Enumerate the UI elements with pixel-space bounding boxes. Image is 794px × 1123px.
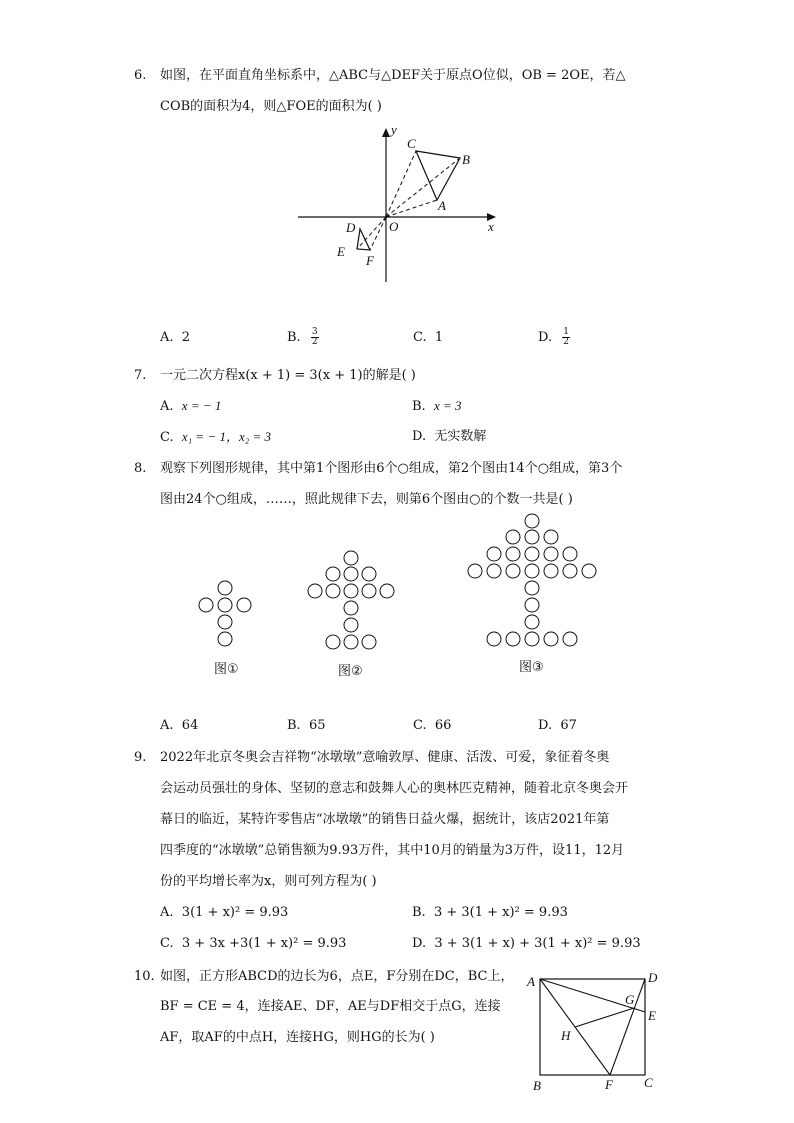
q7-option-b[interactable]: B. x = 3 <box>412 398 462 414</box>
q8-option-c[interactable]: C. 66 <box>413 718 452 733</box>
q6-stem-line1: 如图，在平面直角坐标系中，△ABC与△DEF关于原点O位似，OB = 2OE，若△ <box>160 68 626 83</box>
q9-stem-line5: 份的平均增长率为x，则可列方程为( ) <box>160 874 377 889</box>
q6-label-F: F <box>366 253 374 268</box>
q7-option-a[interactable]: A. x = − 1 <box>160 398 222 414</box>
q8-caption-3: 图③ <box>519 660 544 675</box>
q9-stem-line1: 2022年北京冬奥会吉祥物“冰墩墩”意喻敦厚、健康、活泼、可爱，象征着冬奥 <box>160 750 610 765</box>
q7-stem: 一元二次方程x(x + 1) = 3(x + 1)的解是( ) <box>160 368 416 383</box>
q6-number: 6. <box>134 68 147 83</box>
q6-option-c[interactable]: C. 1 <box>413 330 444 345</box>
q6-label-A: A <box>438 198 446 213</box>
q6-option-a[interactable]: A. 2 <box>160 330 191 345</box>
q7-option-d[interactable]: D. 无实数解 <box>412 429 487 444</box>
q10-stem-line1: 如图，正方形ABCD的边长为6，点E，F分别在DC，BC上， <box>160 969 514 984</box>
q10-stem-line2: BF = CE = 4，连接AE、DF，AE与DF相交于点G，连接 <box>160 999 501 1014</box>
q8-stem-line2: 图由24个○组成，……，照此规律下去，则第6个图由○的个数一共是( ) <box>160 492 573 507</box>
q10-stem-line3: AF，取AF的中点H，连接HG，则HG的长为( ) <box>160 1030 435 1045</box>
q6-label-D: D <box>346 220 356 235</box>
q8-option-d[interactable]: D. 67 <box>538 718 577 733</box>
q7-option-c[interactable]: C. x₁ = − 1，x₂ = 3 <box>160 429 272 445</box>
q8-caption-1: 图① <box>214 662 239 677</box>
q7-number: 7. <box>134 368 147 383</box>
q8-number: 8. <box>134 461 147 476</box>
q6-label-x: x <box>488 219 494 234</box>
q9-option-b[interactable]: B. 3 + 3(1 + x)² = 9.93 <box>412 905 568 920</box>
q6-option-b-fraction: $\frac{3}{2}$ <box>311 327 318 347</box>
q8-caption-2: 图② <box>338 664 363 679</box>
q6-label-E: E <box>337 244 345 259</box>
q10-label-D: D <box>648 970 658 985</box>
q9-stem-line4: 四季度的“冰墩墩”总销售额为9.93万件，其中10月的销量为3万件，设11，12月 <box>160 843 625 858</box>
q10-label-E: E <box>648 1008 656 1023</box>
q6-label-C: C <box>407 136 416 151</box>
q9-number: 9. <box>134 750 147 765</box>
q10-label-A: A <box>527 974 535 989</box>
q10-label-C: C <box>644 1075 653 1090</box>
q9-stem-line3: 幕日的临近，某特许零售店“冰墩墩”的销售日益火爆，据统计，该店2021年第 <box>160 812 610 827</box>
q6-option-d-fraction: $\frac{1}{2}$ <box>563 327 569 347</box>
q6-label-B: B <box>462 152 470 167</box>
q6-label-O: O <box>389 219 399 234</box>
q10-number: 10. <box>134 969 155 984</box>
q6-label-y: y <box>391 122 397 137</box>
q9-option-d[interactable]: D. 3 + 3(1 + x) + 3(1 + x)² = 9.93 <box>412 936 641 951</box>
q10-label-H: H <box>561 1028 571 1043</box>
q10-label-F: F <box>605 1077 613 1092</box>
q6-stem-line2: COB的面积为4，则△FOE的面积为( ) <box>160 99 382 114</box>
q6-option-b[interactable]: B. $\frac{3}{2}$ <box>287 327 318 347</box>
q10-label-G: G <box>625 992 635 1007</box>
q9-stem-line2: 会运动员强壮的身体、坚韧的意志和鼓舞人心的奥林匹克精神，随着北京冬奥会开 <box>160 781 629 796</box>
q8-stem-line1: 观察下列图形规律，其中第1个图形由6个○组成，第2个图由14个○组成，第3个 <box>160 461 623 476</box>
q8-option-a[interactable]: A. 64 <box>160 718 199 733</box>
q8-option-b[interactable]: B. 65 <box>287 718 326 733</box>
q10-label-B: B <box>533 1078 541 1093</box>
q9-option-c[interactable]: C. 3 + 3x +3(1 + x)² = 9.93 <box>160 936 347 951</box>
q9-option-a[interactable]: A. 3(1 + x)² = 9.93 <box>160 905 289 920</box>
q6-option-d[interactable]: D. $\frac{1}{2}$ <box>538 327 569 347</box>
